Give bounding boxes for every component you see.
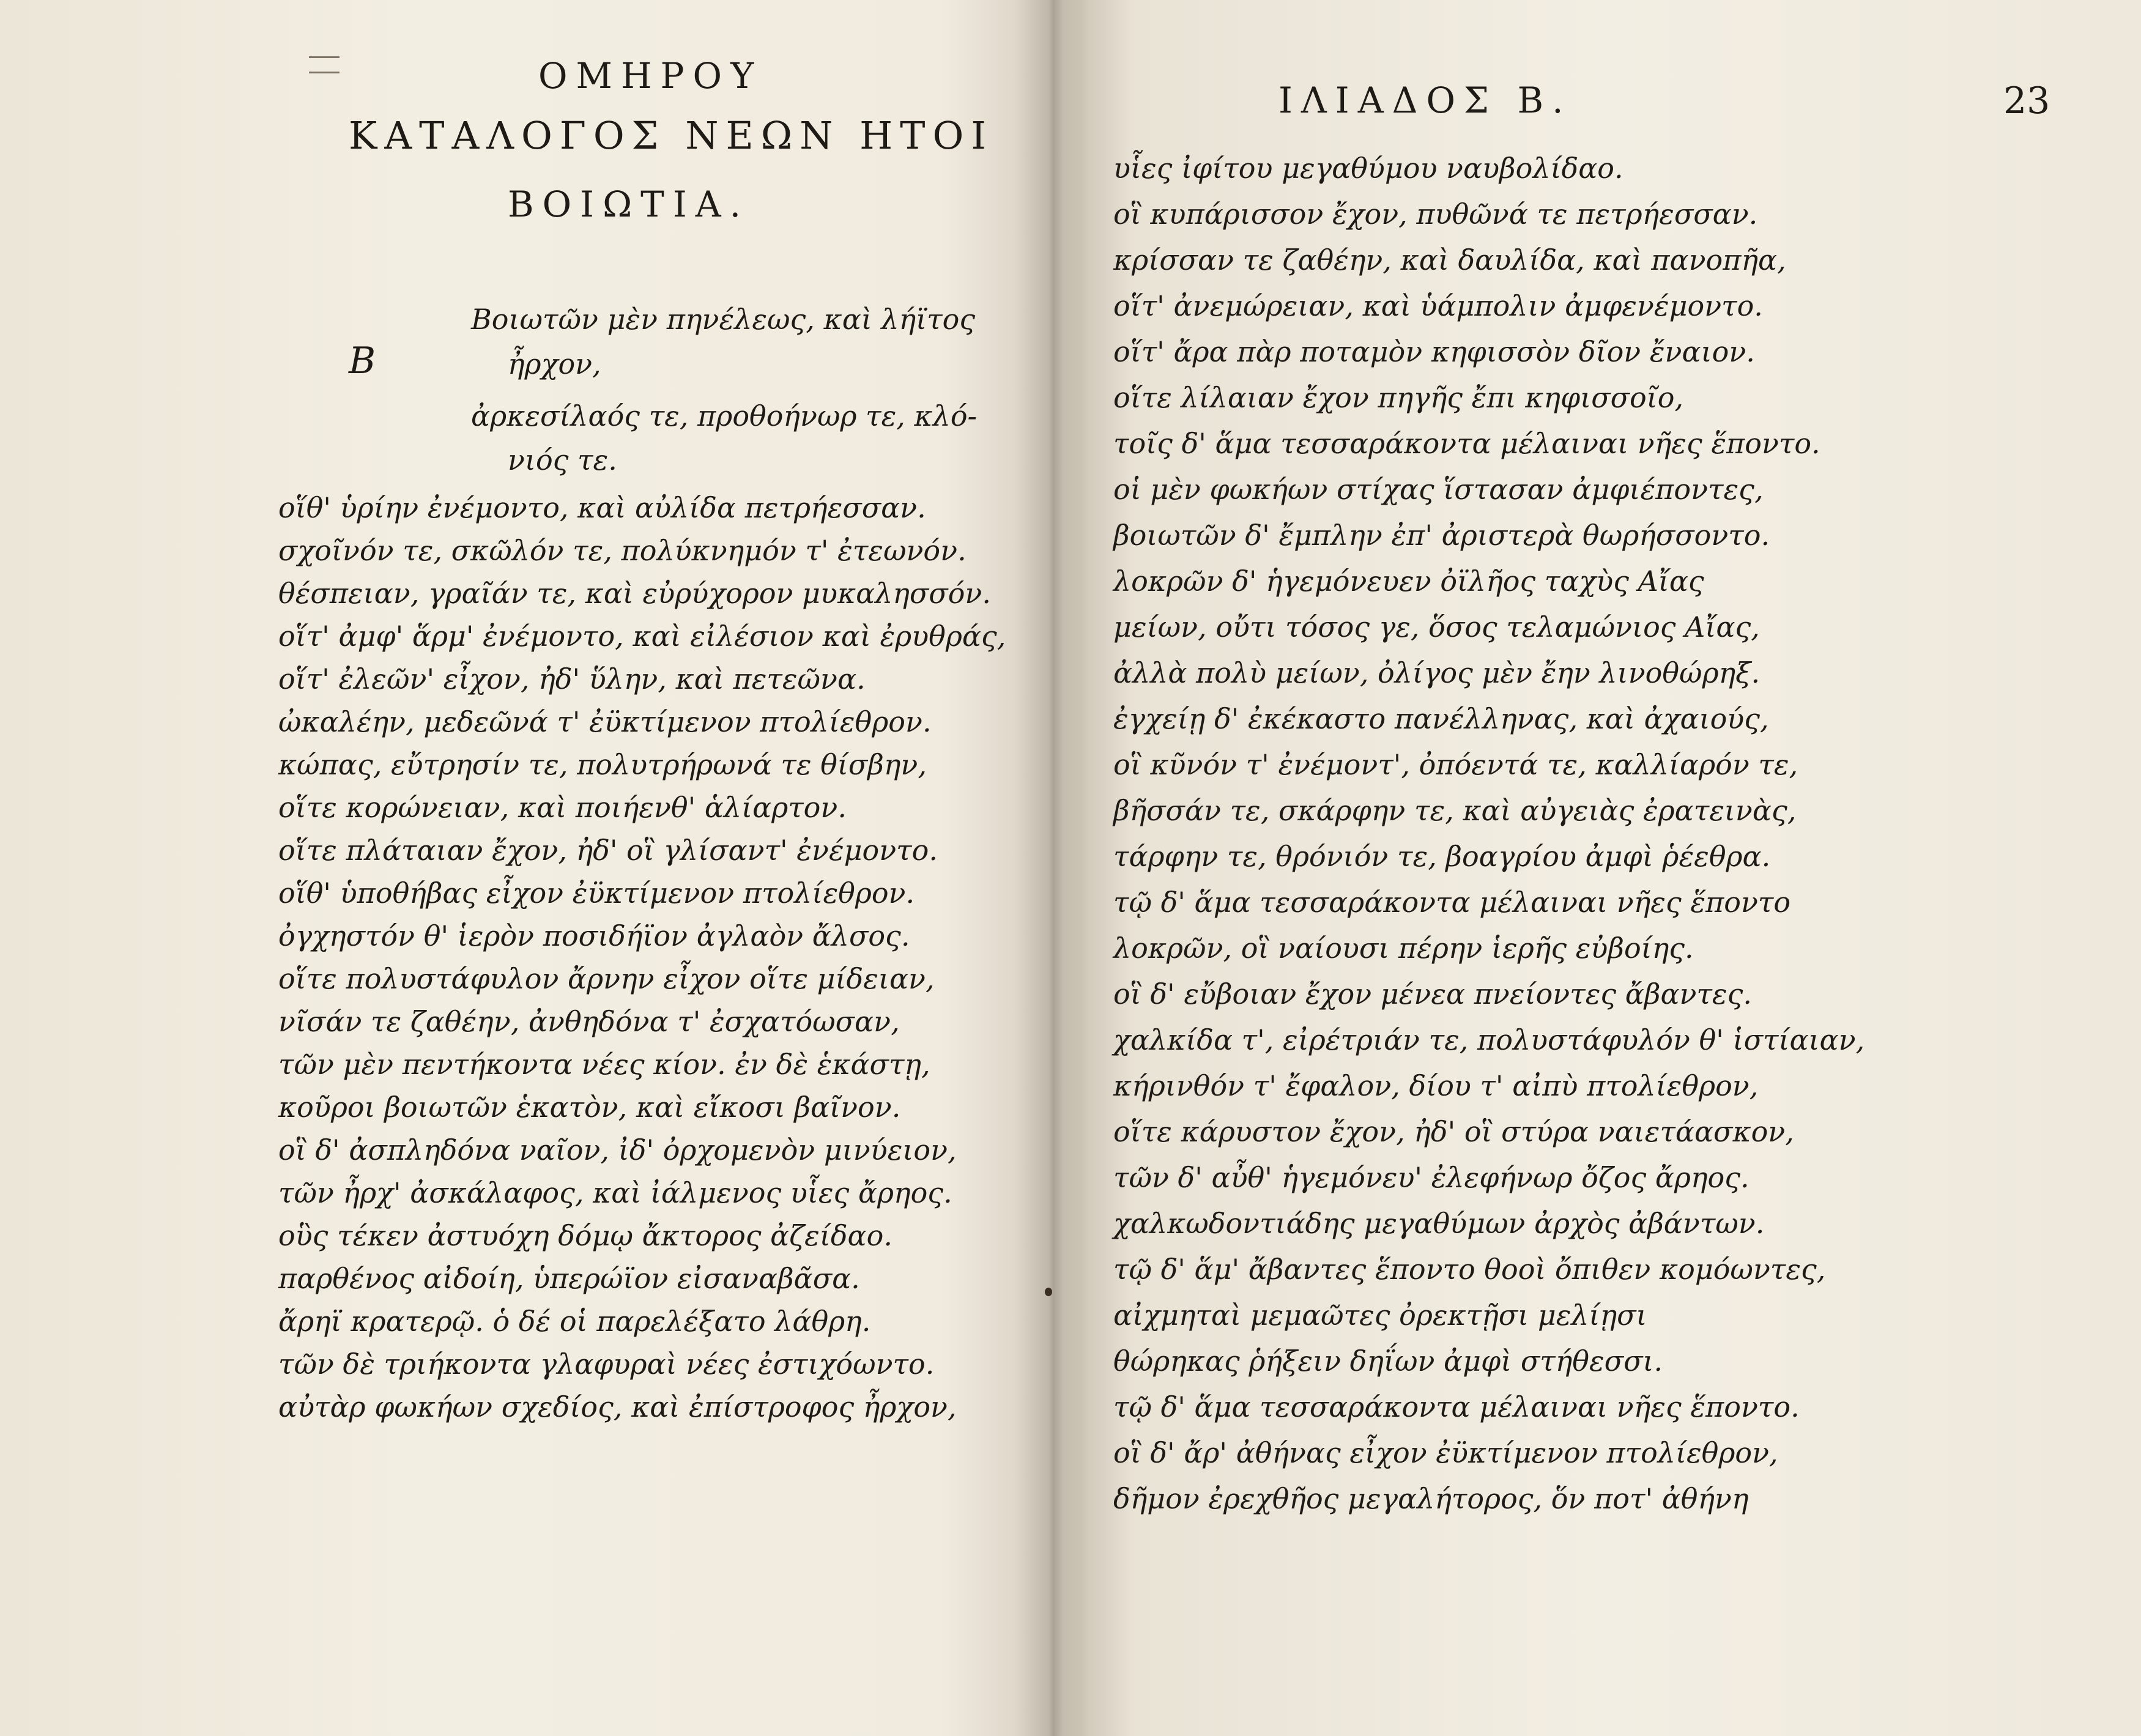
text-line: αἰχμηταὶ μεμαῶτες ὀρεκτῇσι μελίῃσι [1113, 1299, 1647, 1332]
text-line: βοιωτῶν δ' ἔμπλην ἐπ' ἀριστερὰ θωρήσσοντο. [1113, 519, 1770, 552]
text-line: οἵθ' ὑρίην ἐνέμοντο, καὶ αὐλίδα πετρήεσσαν. [278, 491, 926, 524]
text-line: οἳ δ' ἀσπληδόνα ναῖον, ἰδ' ὀρχομενὸν μινύειον, [278, 1133, 957, 1167]
text-line: σχοῖνόν τε, σκῶλόν τε, πολύκνημόν τ' ἐτεωνόν. [278, 534, 967, 567]
left-page [0, 0, 1046, 1736]
left-running-head: ΟΜΗΡΟΥ [538, 55, 763, 97]
text-line: ἦρχον, [508, 347, 601, 380]
text-line: ὀγχηστόν θ' ἱερὸν ποσιδήϊον ἀγλαὸν ἄλσος. [278, 919, 910, 952]
text-line: οὓς τέκεν ἀστυόχη δόμῳ ἄκτορος ἀζείδαο. [278, 1219, 892, 1252]
text-line: οἵτε πολυστάφυλον ἄρνην εἶχον οἵτε μίδειαν, [278, 962, 935, 995]
text-line: τῷ δ' ἅμα τεσσαράκοντα μέλαιναι νῆες ἕποντο [1113, 886, 1791, 919]
text-line: οἱ μὲν φωκήων στίχας ἵστασαν ἀμφιέποντες, [1113, 473, 1764, 506]
text-line: τῷ δ' ἅμα τεσσαράκοντα μέλαιναι νῆες ἕποντο. [1113, 1390, 1800, 1423]
text-line: κήρινθόν τ' ἔφαλον, δίου τ' αἰπὺ πτολίεθρον, [1113, 1069, 1759, 1102]
text-line: αὐτὰρ φωκήων σχεδίος, καὶ ἐπίστροφος ἦρχον, [278, 1390, 957, 1423]
text-line: τῷ δ' ἅμ' ἄβαντες ἕποντο θοοὶ ὄπιθεν κομόωντες, [1113, 1253, 1826, 1286]
text-line: θώρηκας ῥήξειν δηΐων ἀμφὶ στήθεσσι. [1113, 1345, 1663, 1378]
text-line: οἳ κῦνόν τ' ἐνέμοντ', ὀπόεντά τε, καλλίαρόν τε, [1113, 748, 1798, 781]
text-line: τῶν δὲ τριήκοντα γλαφυραὶ νέες ἐστιχόωντο. [278, 1348, 935, 1381]
text-line: παρθένος αἰδοίη, ὑπερώϊον εἰσαναβᾶσα. [278, 1262, 860, 1295]
text-line: ὠκαλέην, μεδεῶνά τ' ἐϋκτίμενον πτολίεθρον. [278, 705, 932, 738]
text-line: ἄρηϊ κρατερῷ. ὁ δέ οἱ παρελέξατο λάθρη. [278, 1305, 871, 1338]
text-line: ἀλλὰ πολὺ μείων, ὀλίγος μὲν ἔην λινοθώρηξ. [1113, 656, 1761, 689]
text-line: τάρφην τε, θρόνιόν τε, βοαγρίου ἀμφὶ ῥέεθρα. [1113, 840, 1771, 873]
catalog-title: ΚΑΤΑΛΟΓΟΣ ΝΕΩΝ ΗΤΟΙ [349, 113, 993, 158]
text-line: οἵτ' ἀμφ' ἅρμ' ἐνέμοντο, καὶ εἰλέσιον καὶ ἐρυθράς, [278, 620, 1006, 653]
right-running-head: ΙΛΙΑΔΟΣ Β. [1278, 80, 1572, 121]
text-line: οἵτ' ἀνεμώρειαν, καὶ ὑάμπολιν ἀμφενέμοντο. [1113, 289, 1763, 322]
text-line: δῆμον ἐρεχθῆος μεγαλήτορος, ὅν ποτ' ἀθήνη [1113, 1482, 1749, 1515]
text-line: οἵτ' ἐλεῶν' εἶχον, ἠδ' ὕλην, καὶ πετεῶνα. [278, 662, 866, 696]
marginal-letter: Β [349, 339, 376, 382]
text-line: κώπας, εὔτρησίν τε, πολυτρήρωνά τε θίσβην, [278, 748, 927, 781]
catalog-subtitle: ΒΟΙΩΤΙΑ. [508, 184, 750, 225]
text-line: κοῦροι βοιωτῶν ἑκατὸν, καὶ εἴκοσι βαῖνον. [278, 1091, 901, 1124]
text-line: τοῖς δ' ἅμα τεσσαράκοντα μέλαιναι νῆες ἕποντο. [1113, 427, 1820, 460]
text-line: κρίσσαν τε ζαθέην, καὶ δαυλίδα, καὶ πανοπῆα, [1113, 243, 1786, 276]
text-line: τῶν μὲν πεντήκοντα νέες κίον. ἐν δὲ ἑκάστῃ, [278, 1048, 930, 1081]
text-line: υἷες ἰφίτου μεγαθύμου ναυβολίδαο. [1113, 152, 1623, 185]
page-number: 23 [2003, 80, 2050, 122]
text-line: τῶν ἦρχ' ἀσκάλαφος, καὶ ἰάλμενος υἷες ἄρηος. [278, 1176, 952, 1209]
text-line: οἵτε λίλαιαν ἔχον πηγῆς ἔπι κηφισσοῖο, [1113, 381, 1684, 414]
text-line: ἐγχείῃ δ' ἐκέκαστο πανέλληνας, καὶ ἀχαιούς, [1113, 702, 1769, 735]
right-page [1077, 0, 2141, 1736]
text-line: οἵτ' ἄρα πὰρ ποταμὸν κηφισσὸν δῖον ἔναιον. [1113, 335, 1755, 368]
text-line: οἵτε κορώνειαν, καὶ ποιήενθ' ἁλίαρτον. [278, 791, 847, 824]
text-line: λοκρῶν, οἳ ναίουσι πέρην ἱερῆς εὐβοίης. [1113, 932, 1694, 965]
text-line: οἳ κυπάρισσον ἔχον, πυθῶνά τε πετρήεσσαν. [1113, 198, 1758, 231]
text-line: οἵτε κάρυστον ἔχον, ἠδ' οἳ στύρα ναιετάασκον, [1113, 1115, 1794, 1148]
text-line: χαλκίδα τ', εἰρέτριάν τε, πολυστάφυλόν θ' ἱστίαιαν, [1113, 1023, 1865, 1056]
text-line: οἳ δ' ἄρ' ἀθήνας εἶχον ἐϋκτίμενον πτολίεθρον, [1113, 1436, 1778, 1469]
text-line: βῆσσάν τε, σκάρφην τε, καὶ αὐγειὰς ἐρατεινὰς, [1113, 794, 1797, 827]
text-line: οἵθ' ὑποθήβας εἶχον ἐϋκτίμενον πτολίεθρον. [278, 877, 915, 910]
text-line: ἀρκεσίλαός τε, προθοήνωρ τε, κλό- [471, 399, 978, 432]
text-line: οἳ δ' εὔβοιαν ἔχον μένεα πνείοντες ἄβαντες. [1113, 977, 1752, 1011]
text-line: τῶν δ' αὖθ' ἡγεμόνευ' ἐλεφήνωρ ὄζος ἄρηος. [1113, 1161, 1750, 1194]
text-line: χαλκωδοντιάδης μεγαθύμων ἀρχὸς ἀβάντων. [1113, 1207, 1765, 1240]
text-line: νιός τε. [508, 443, 617, 477]
text-line: οἵτε πλάταιαν ἔχον, ἠδ' οἳ γλίσαντ' ἐνέμοντο. [278, 834, 938, 867]
text-line: μείων, οὔτι τόσος γε, ὅσος τελαμώνιος Αἴας, [1113, 610, 1760, 644]
text-line: θέσπειαν, γραῖάν τε, καὶ εὐρύχορον μυκαλησσόν. [278, 577, 991, 610]
text-line: λοκρῶν δ' ἡγεμόνευεν ὀϊλῆος ταχὺς Αἴας [1113, 565, 1704, 598]
text-line: νῖσάν τε ζαθέην, ἀνθηδόνα τ' ἐσχατόωσαν, [278, 1005, 900, 1038]
text-line: Βοιωτῶν μὲν πηνέλεως, καὶ λήϊτος [471, 303, 976, 336]
